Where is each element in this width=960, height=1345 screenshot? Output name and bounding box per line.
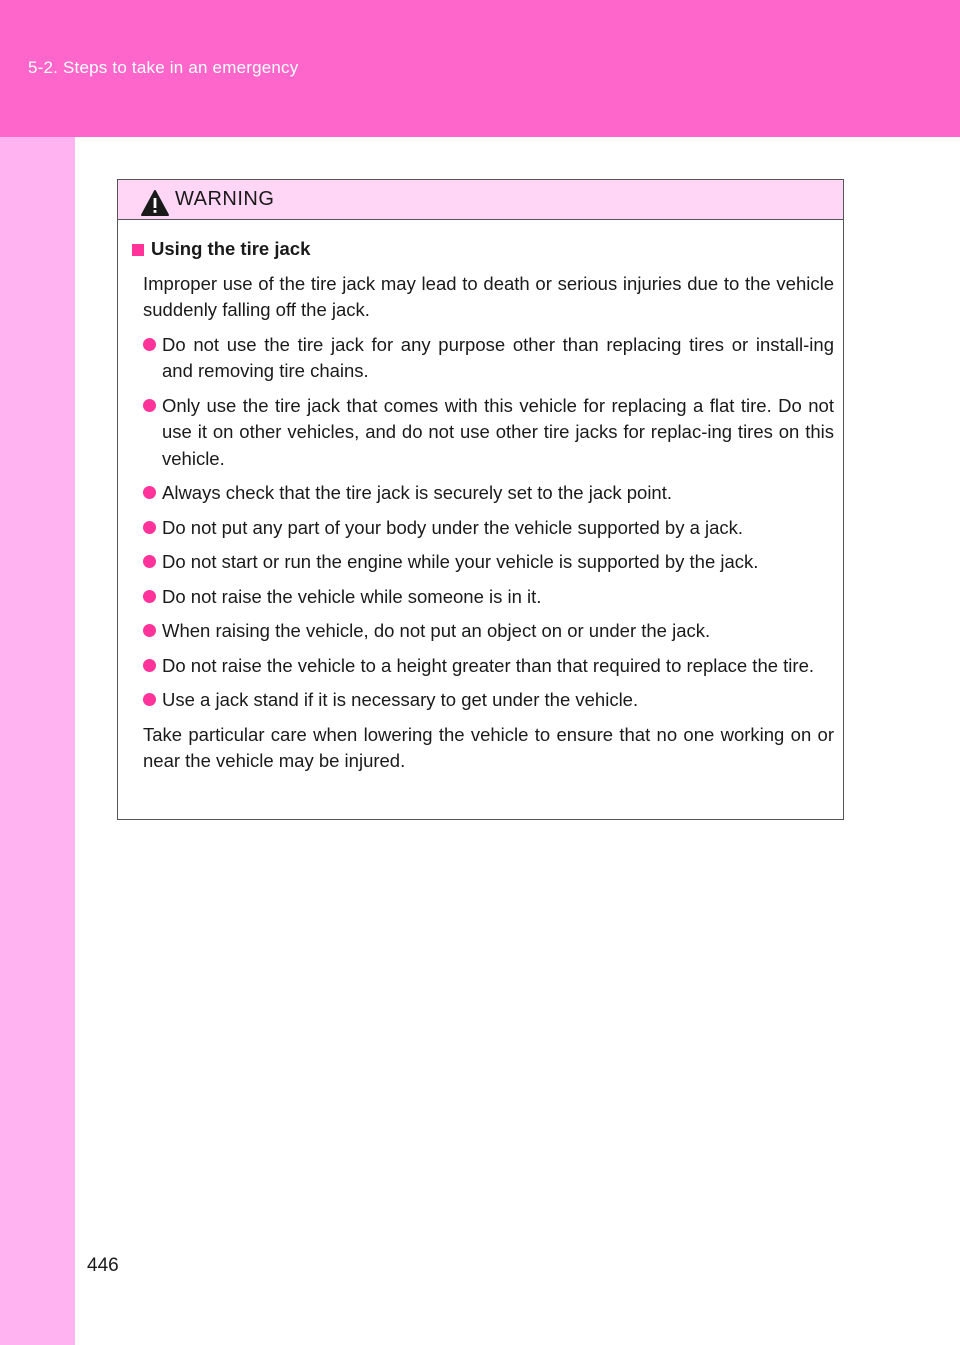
intro-paragraph: Improper use of the tire jack may lead to death or serious injuries due to the vehicle suddenly falling off the jack.	[143, 272, 834, 320]
bullet-text: Only use the tire jack that comes with this vehicle for replacing a flat tire. Do not use it on other vehicles, and do not use other tire jacks for replac-ing tires on this vehicle.	[162, 394, 834, 469]
bullet-text: Do not raise the vehicle to a height greater than that required to replace the tire.	[162, 654, 815, 676]
bullet-dot-icon	[143, 338, 156, 351]
bullet-item	[162, 515, 834, 542]
bullet-dot-icon	[143, 399, 156, 412]
section-title: 5-2. Steps to take in an emergency	[28, 58, 299, 77]
bullet-item	[162, 687, 834, 714]
bullet-item	[162, 480, 834, 507]
square-bullet-icon	[132, 244, 144, 256]
bullet-item	[162, 584, 834, 611]
bullet-dot-icon	[143, 486, 156, 499]
warning-header	[118, 180, 843, 220]
side-band	[0, 137, 75, 1345]
closing-paragraph: Take particular care when lowering the vehicle to ensure that no one working on or near the vehicle may be injured.	[143, 723, 834, 771]
bullet-text: Do not put any part of your body under the vehicle supported by a jack.	[162, 516, 744, 538]
warning-triangle-icon	[140, 189, 170, 217]
bullet-dot-icon	[143, 555, 156, 568]
bullet-text: When raising the vehicle, do not put an object on or under the jack.	[162, 620, 711, 641]
page-number: 446	[87, 1255, 119, 1276]
subheading-text: Using the tire jack	[151, 238, 311, 259]
bullet-text: Do not start or run the engine while your vehicle is supported by the jack.	[162, 551, 759, 572]
bullet-dot-icon	[143, 521, 156, 534]
bullet-item	[162, 549, 834, 576]
bullet-item	[162, 653, 834, 680]
bullet-dot-icon	[143, 624, 156, 637]
subheading	[132, 236, 834, 263]
bullet-text: Do not use the tire jack for any purpose other than replacing tires or install-ing and removing tire chains.	[162, 333, 834, 381]
bullet-dot-icon	[143, 693, 156, 706]
bullet-text: Use a jack stand if it is necessary to get under the vehicle.	[162, 689, 639, 710]
header-band	[0, 0, 960, 137]
bullet-dot-icon	[143, 590, 156, 603]
bullet-text: Do not raise the vehicle while someone is in it.	[162, 585, 542, 607]
bullet-text: Always check that the tire jack is securely set to the jack point.	[162, 482, 673, 503]
bullet-item	[162, 618, 834, 645]
warning-box	[117, 179, 844, 820]
warning-body	[118, 220, 843, 775]
bullet-dot-icon	[143, 659, 156, 672]
warning-title: WARNING	[175, 188, 275, 210]
bullet-item	[162, 332, 834, 385]
bullet-item	[162, 393, 834, 473]
